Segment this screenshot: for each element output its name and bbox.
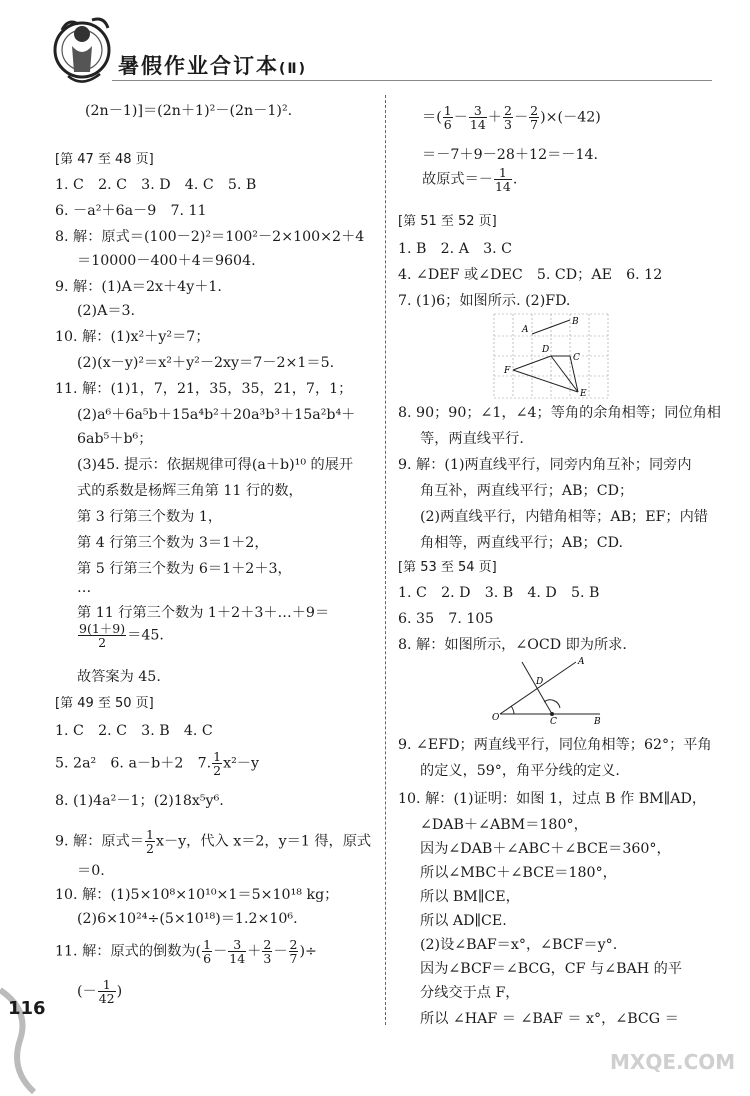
answer-line: 9. ∠EFD；两直线平行，同位角相等；62°；平角: [398, 737, 712, 753]
answer-line: 所以 BM∥CE，: [420, 889, 520, 905]
answer-line: 1. C 2. C 3. D 4. C 5. B: [55, 177, 257, 193]
page-header: [0, 0, 750, 100]
answer-line: (2)6×10²⁴÷(5×10¹⁸)＝1.2×10⁶.: [77, 911, 298, 927]
point-label: D: [542, 345, 550, 355]
answer-line: ＝10000－400＋4＝9604.: [77, 253, 256, 269]
point-label: C: [573, 353, 580, 363]
answer-line: 10. 解：(1)证明：如图 1，过点 B 作 BM∥AD，: [398, 791, 707, 807]
point-label: F: [504, 366, 511, 376]
answer-line: 8. 解：原式＝(100－2)²＝100²－2×100×2＋4: [55, 229, 365, 245]
point-label: A: [578, 657, 585, 667]
section-heading: [第 49 至 50 页]: [55, 696, 154, 711]
fraction: $\frac{1}{2}$: [213, 749, 222, 779]
point-label: B: [572, 317, 579, 327]
answer-line: 第 3 行第三个数为 1，: [77, 509, 223, 525]
answer-line: ＝0.: [77, 863, 105, 879]
answer-line: 等，两直线平行.: [420, 431, 524, 447]
answer-line: 6ab⁵＋b⁶；: [77, 431, 153, 447]
answer-line: (3)45. 提示：依据规律可得(a＋b)¹⁰ 的展开: [77, 457, 354, 473]
point-label: O: [492, 713, 500, 723]
answer-line: ∠DAB＋∠ABM＝180°，: [420, 817, 588, 833]
answer-line: 角互补，两直线平行；AB；CD；: [420, 483, 634, 499]
answer-line: 8. (1)4a²－1；(2)18x⁵y⁶.: [55, 793, 224, 809]
section-heading: [第 51 至 52 页]: [398, 214, 497, 229]
answer-line: 分线交于点 F，: [420, 985, 520, 1001]
answer-line: 第 11 行第三个数为 1＋2＋3＋…＋9＝: [77, 605, 330, 621]
answer-line: ＝－7＋9－28＋12＝－14.: [422, 147, 599, 163]
answer-line: 5. 2a² 6. a－b＋2 7. $\frac{1}{2}$ x²－y: [55, 749, 259, 779]
fraction: $\frac{2}{7}$: [289, 937, 298, 967]
answer-line: 所以∠MBC＋∠BCE＝180°，: [420, 865, 617, 881]
answer-line: (2n－1)]＝(2n＋1)²－(2n－1)².: [85, 103, 293, 119]
answer-line: $\frac{9(1+9)}{2}$ ＝45.: [79, 621, 164, 651]
answer-line: (－ $\frac{1}{42}$ ): [77, 977, 123, 1007]
answer-line: 的定义，59°，角平分线的定义.: [420, 763, 620, 779]
answer-line: 第 5 行第三个数为 6＝1＋2＋3，: [77, 561, 292, 577]
answer-line: 9. 解：原式＝ $\frac{1}{2}$ x－y，代入 x＝2，y＝1 得，原式: [55, 827, 372, 857]
fraction: $\frac{1}{14}$: [494, 165, 511, 195]
answer-line: 10. 解：(1)x²＋y²＝7；: [55, 329, 210, 345]
fraction: $\frac{2}{3}$: [263, 937, 272, 967]
answer-line: 1. B 2. A 3. C: [398, 241, 513, 257]
answer-line: (2)设∠BAF＝x°，∠BCF＝y°.: [420, 937, 618, 953]
point-c-dot: [550, 712, 554, 716]
answer-line: 4. ∠DEF 或∠DEC 5. CD；AE 6. 12: [398, 267, 663, 283]
answer-line: 6. －a²＋6a－9 7. 11: [55, 203, 207, 219]
grid-figure: [490, 310, 612, 402]
fraction: $\frac{9(1+9)}{2}$: [79, 621, 126, 651]
fraction: $\frac{1}{42}$: [98, 977, 115, 1007]
section-heading: [第 47 至 48 页]: [55, 152, 154, 167]
answer-line: 式的系数是杨辉三角第 11 行的数，: [77, 483, 303, 499]
answer-line: (2)a⁶＋6a⁵b＋15a⁴b²＋20a³b³＋15a²b⁴＋: [77, 407, 356, 423]
page-number: 116: [8, 998, 46, 1019]
answer-line: 所以 AD∥CE.: [420, 913, 507, 929]
point-label: D: [536, 677, 544, 687]
answer-line: 因为∠BCF＝∠BCG，CF 与∠BAH 的平: [420, 961, 683, 977]
answer-line: 8. 90；90；∠1，∠4；等角的余角相等；同位角相: [398, 405, 721, 421]
answer-line: 11. 解：原式的倒数为( $\frac{1}{6}$ － $\frac{3}{14}$ ＋ $\frac{2}{3}$ － $\frac{2}{7}$ )÷: [55, 937, 317, 967]
answer-line: (2)A＝3.: [77, 303, 136, 319]
fraction: $\frac{3}{14}$: [469, 103, 486, 133]
fraction: $\frac{1}{2}$: [145, 827, 154, 857]
book-title: 暑假作业合订本(Ⅱ): [118, 54, 308, 78]
answer-line: 8. 解：如图所示，∠OCD 即为所求.: [398, 637, 627, 653]
answer-line: 1. C 2. D 3. B 4. D 5. B: [398, 585, 600, 601]
fraction: $\frac{1}{6}$: [203, 937, 212, 967]
answer-line: 9. 解：(1)两直线平行，同旁内角互补；同旁内: [398, 457, 692, 473]
answer-line: (2)(x－y)²＝x²＋y²－2xy＝7－2×1＝5.: [77, 355, 335, 371]
answer-line: 角相等，两直线平行；AB；CD.: [420, 535, 623, 551]
answer-line: 11. 解：(1)1，7，21，35，35，21，7，1；: [55, 381, 353, 397]
answer-line: 第 4 行第三个数为 3＝1＋2，: [77, 535, 269, 551]
answer-line: 因为∠DAB＋∠ABC＋∠BCE＝360°，: [420, 841, 671, 857]
answer-line: …: [77, 580, 92, 596]
point-label: E: [580, 389, 587, 399]
answer-line: 1. C 2. C 3. B 4. C: [55, 723, 213, 739]
answer-line: 10. 解：(1)5×10⁸×10¹⁰×1＝5×10¹⁸ kg；: [55, 887, 339, 903]
column-divider: [385, 95, 386, 1025]
answer-line: ＝( $\frac{1}{6}$ － $\frac{3}{14}$ ＋ $\frac{2}{3}$ － $\frac{2}{7}$ )×(－42): [422, 103, 601, 133]
answer-line: 故原式＝－ $\frac{1}{14}$ .: [422, 165, 518, 195]
answer-line: 9. 解：(1)A＝2x＋4y＋1.: [55, 279, 222, 295]
point-label: A: [522, 325, 529, 335]
answer-line: 所以 ∠HAF ＝ ∠BAF ＝ x°，∠BCG ＝: [420, 1011, 679, 1027]
figure-segments: [500, 662, 600, 714]
answer-line: 7. (1)6；如图所示. (2)FD.: [398, 293, 571, 309]
watermark: MXQE.COM: [610, 1050, 736, 1074]
angle-figure: [488, 654, 608, 724]
mascot-logo-icon: [48, 10, 116, 90]
section-heading: [第 53 至 54 页]: [398, 560, 497, 575]
point-label: B: [594, 717, 601, 724]
fraction: $\frac{2}{7}$: [530, 103, 539, 133]
fraction: $\frac{2}{3}$: [504, 103, 512, 133]
point-label: C: [550, 717, 557, 724]
answer-line: (2)两直线平行，内错角相等；AB；EF；内错: [420, 509, 708, 525]
answer-line: 6. 35 7. 105: [398, 611, 494, 627]
fraction: $\frac{1}{6}$: [443, 103, 452, 133]
answer-line: 故答案为 45.: [77, 669, 161, 685]
header-rule: [112, 80, 712, 81]
fraction: $\frac{3}{14}$: [229, 937, 246, 967]
